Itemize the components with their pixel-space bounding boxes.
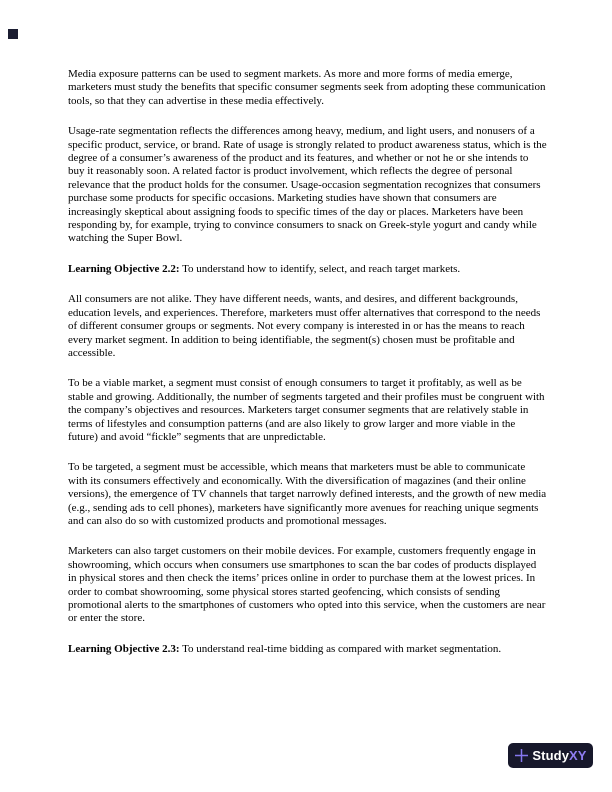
paragraph-accessible-segment: To be targeted, a segment must be accessible, which means that marketers must be able to communicate with its consumers effectively and economically. With the diversification of magazines (and their online versions), the emergence of TV channels that target narrowly defined interests, and the growth of new media (e.g., sending ads to cell phones), marketers have significantly more avenues for reaching unique segments and can also do so with customized products and promotional messages. <box>68 461 547 527</box>
logo-text-study: Study <box>532 748 570 763</box>
paragraph-all-consumers: All consumers are not alike. They have different needs, wants, and desires, and different backgrounds, education levels, and experiences. Therefore, marketers must offer alternatives that correspond to the needs of different consumer groups or segments. Not every company is interested in or has the means to reach every market segment. In addition to being identifiable, the segment(s) chosen must be profitable and accessible. <box>68 293 541 359</box>
learning-objective-2-3 <box>68 643 547 656</box>
paragraph-viable-market: To be a viable market, a segment must consist of enough consumers to target it profitably, as well as be stable and growing. Additionally, the number of segments targeted and their profiles must be congruent with the company’s objectives and resources. Marketers target consumer segments that are relatively stable in terms of lifestyles and consumption patterns (and are also likely to grow larger and more viable in the future) and avoid “fickle” segments that are unpredictable. <box>68 377 545 443</box>
logo-text-xy: XY <box>569 748 587 763</box>
plus-icon <box>514 748 529 763</box>
logo-text <box>532 748 586 763</box>
paragraph-mobile-devices: Marketers can also target customers on their mobile devices. For example, customers frequently engage in showrooming, which occurs when consumers use smartphones to scan the bar codes of products displayed in physical stores and then check the items’ prices online in order to purchase them at the lowest prices. In order to combat showrooming, some physical stores started geofencing, which consists of sending promotional alerts to the smartphones of customers who opted into this service, when the customers are near or enter the store. <box>68 545 546 625</box>
studyxy-logo <box>508 743 593 768</box>
learning-objective-2-2-label: Learning Objective 2.2: <box>68 262 180 275</box>
paragraph-media-exposure: Media exposure patterns can be used to segment markets. As more and more forms of media emerge, marketers must study the benefits that specific consumer segments seek from adopting these communication tools, so that they can advertise in these media effectively. <box>68 68 546 107</box>
page-corner-mark <box>8 29 18 39</box>
learning-objective-2-3-text: To understand real-time bidding as compared with market segmentation. <box>179 642 502 655</box>
paragraph-usage-rate: Usage-rate segmentation reflects the differences among heavy, medium, and light users, and nonusers of a specific product, service, or brand. Rate of usage is strongly related to product awareness status, which is the degree of a consumer’s awareness of the product and its features, and whether or not he or she intends to buy it reasonably soon. A related factor is product involvement, which reflects the degree of personal relevance that the product holds for the consumer. Usage-occasion segmentation recognizes that consumers purchase some products for specific occasions. Marketing studies have shown that consumers are increasingly skeptical about assigning foods to specific times of the day or places. Marketers have been responding by, for example, trying to convince consumers to snack on Greek-style yogurt and candy while watching the Super Bowl. <box>68 125 547 245</box>
learning-objective-2-2-text: To understand how to identify, select, and reach target markets. <box>179 262 461 275</box>
learning-objective-2-2 <box>68 263 547 276</box>
page-content <box>68 68 547 673</box>
learning-objective-2-3-label: Learning Objective 2.3: <box>68 642 180 655</box>
